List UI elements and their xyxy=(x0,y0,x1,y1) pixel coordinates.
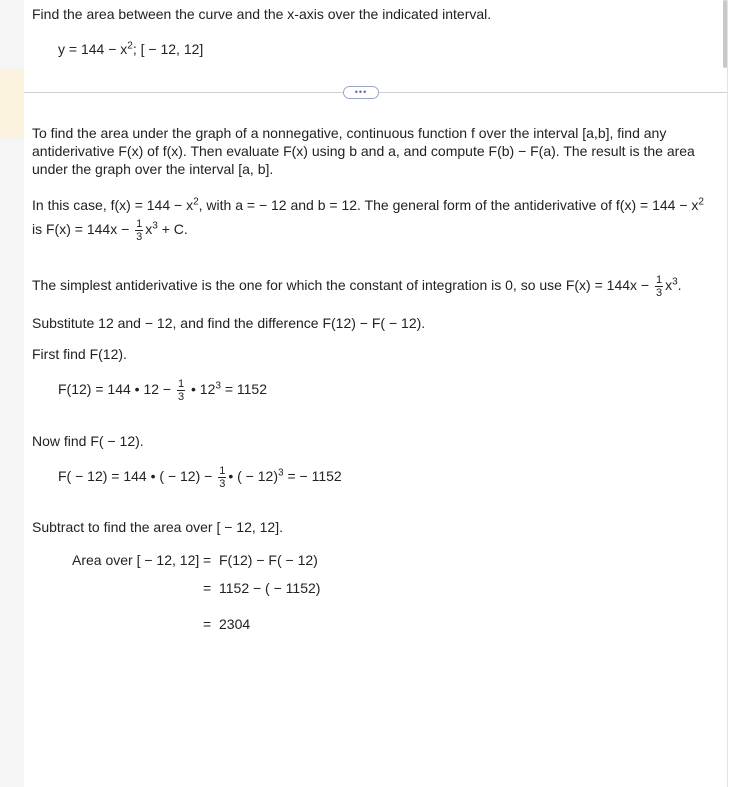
fraction-one-third xyxy=(218,465,226,490)
general-text-c: + C. xyxy=(157,221,188,238)
f12-result: = 1152 xyxy=(220,381,267,398)
fm12-equation xyxy=(58,465,342,490)
fraction-numerator: 1 xyxy=(219,465,226,477)
fraction-one-third xyxy=(177,378,185,403)
simplest-exponent: 3 xyxy=(672,276,678,288)
area-equals-2: = xyxy=(203,580,212,596)
case-exponent: 2 xyxy=(193,196,199,208)
fm12-result: = − 1152 xyxy=(283,468,342,485)
f12-exponent: 3 xyxy=(215,380,221,392)
simplest-text-a: The simplest antiderivative is the one for which the constant of integration is 0, so use F(x) = 144x − xyxy=(32,277,650,294)
case-exponent-2: 2 xyxy=(698,196,704,208)
case-text-b: , with a = − 12 and b = 12. The general form of the antiderivative of f(x) = 144 − x xyxy=(198,197,699,213)
simplest-text-b: x xyxy=(665,277,673,294)
fm12-text-a: F( − 12) = 144 • ( − 12) − xyxy=(58,468,213,485)
substitute-text: Substitute 12 and − 12, and find the difference F(12) − F( − 12). xyxy=(32,315,426,331)
area-step-1: F(12) − F( − 12) xyxy=(219,552,318,568)
area-step-2: 1152 − ( − 1152) xyxy=(219,580,321,596)
fraction-denominator: 3 xyxy=(136,231,143,243)
fraction-denominator: 3 xyxy=(219,478,226,490)
general-text-b: x xyxy=(145,221,153,238)
area-label: Area over [ − 12, 12] xyxy=(72,552,200,568)
f12-equation xyxy=(58,378,267,403)
scrollbar-thumb[interactable] xyxy=(723,0,727,68)
case-text-a: In this case, f(x) = 144 − x xyxy=(32,197,194,213)
now-find-text: Now find F( − 12). xyxy=(32,433,144,449)
fm12-exponent: 3 xyxy=(278,467,284,479)
fraction-one-third xyxy=(655,274,663,299)
general-text-a: is F(x) = 144x − xyxy=(32,221,130,238)
simplest-antiderivative xyxy=(32,274,682,299)
left-gutter-highlight xyxy=(0,70,24,138)
fraction-numerator: 1 xyxy=(136,218,143,230)
general-exponent: 3 xyxy=(152,220,158,232)
area-result: 2304 xyxy=(219,616,251,632)
fraction-numerator: 1 xyxy=(655,274,663,286)
problem-prompt: Find the area between the curve and the x-axis over the indicated interval. xyxy=(32,6,492,22)
simplest-text-c: . xyxy=(677,277,682,294)
fraction-one-third xyxy=(135,218,143,243)
function-exponent: 2 xyxy=(127,40,133,52)
problem-interval: ; [ − 12, 12] xyxy=(132,41,204,57)
fraction-denominator: 3 xyxy=(655,287,663,299)
f12-text-b: • 12 xyxy=(191,381,216,398)
expand-solution-button[interactable] xyxy=(343,86,379,99)
fraction-denominator: 3 xyxy=(177,391,185,403)
ellipsis-icon: ••• xyxy=(354,87,368,97)
panel-right-border xyxy=(727,0,728,787)
case-statement xyxy=(32,197,704,213)
fm12-text-b: • ( − 12) xyxy=(228,468,278,485)
fraction-numerator: 1 xyxy=(177,378,185,390)
area-equals-3: = xyxy=(203,616,212,632)
area-equals-1: = xyxy=(203,552,212,568)
general-antiderivative xyxy=(32,218,188,243)
first-find-text: First find F(12). xyxy=(32,346,127,362)
f12-text-a: F(12) = 144 • 12 − xyxy=(58,381,172,398)
subtract-text: Subtract to find the area over [ − 12, 12]. xyxy=(32,519,283,535)
problem-function xyxy=(58,41,203,57)
solution-intro: To find the area under the graph of a nonnegative, continuous function f over the interval [a,b], find any antiderivative F(x) of f(x). Then evaluate F(x) using b and a, and compute F(b) − F(a). The result is the area under the graph over the interval [a, b]. xyxy=(32,125,695,177)
function-lhs: y = 144 − x xyxy=(58,41,128,57)
